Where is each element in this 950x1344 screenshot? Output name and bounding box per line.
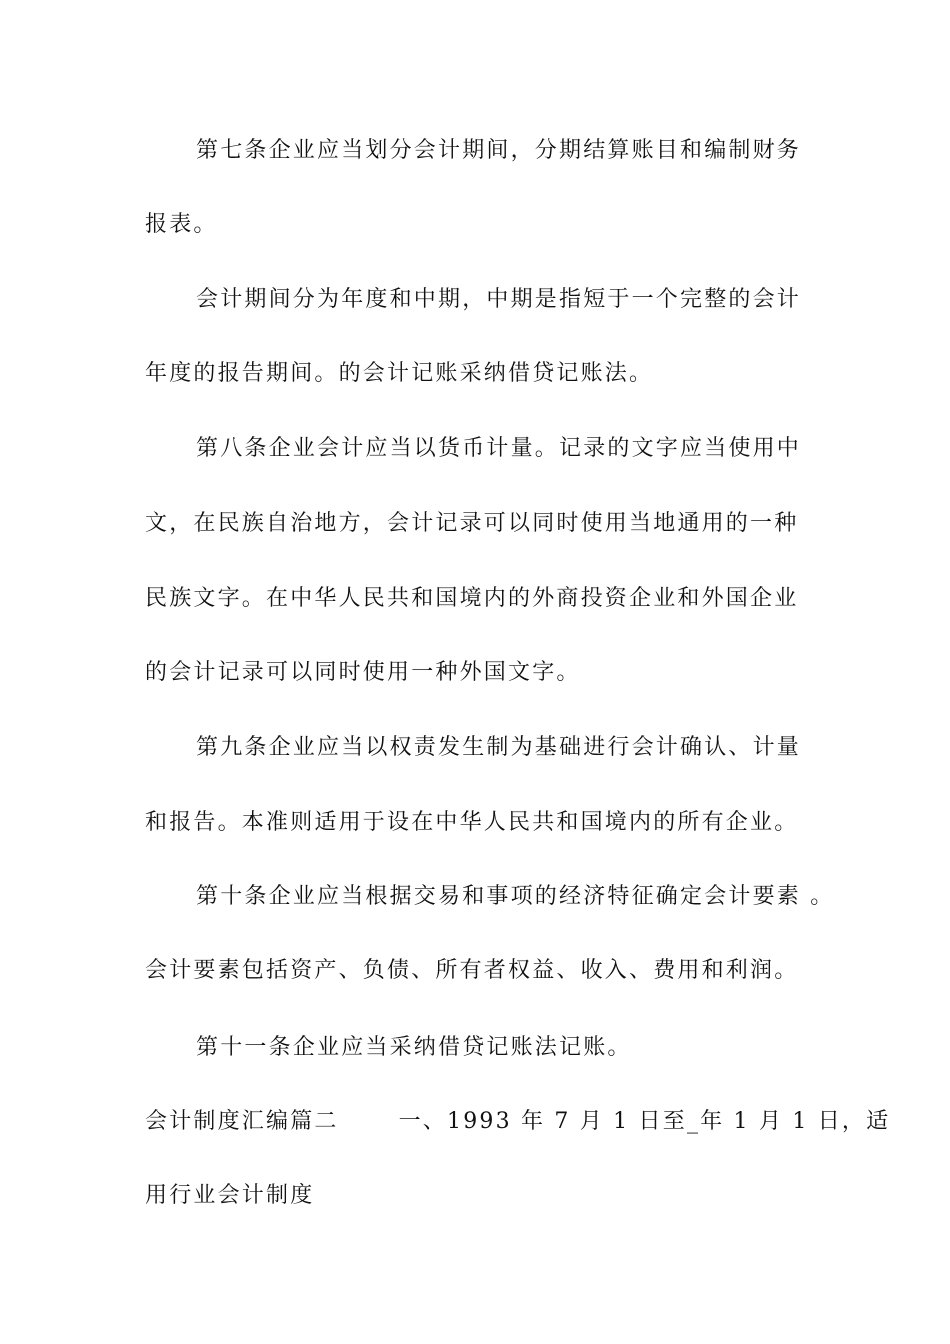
- paragraph-line: 文，在民族自治地方，会计记录可以同时使用当地通用的一种: [145, 511, 799, 536]
- section-heading-line: [145, 1107, 891, 1137]
- paragraph-line: 会计期间分为年度和中期，中期是指短于一个完整的会计: [196, 287, 802, 312]
- section-heading: 会计制度汇编篇二: [145, 1109, 339, 1134]
- paragraph-line: 民族文字。在中华人民共和国境内的外商投资企业和外国企业: [145, 586, 799, 611]
- paragraph-line: 第七条企业应当划分会计期间，分期结算账目和编制财务: [196, 138, 802, 163]
- paragraph-line: 第八条企业会计应当以货币计量。记录的文字应当使用中: [196, 436, 802, 461]
- paragraph-line: 年度的报告期间。的会计记账采纳借贷记账法。: [145, 361, 654, 386]
- paragraph-line: 和报告。本准则适用于设在中华人民共和国境内的所有企业。: [145, 810, 799, 835]
- paragraph-line: 第九条企业应当以权责发生制为基础进行会计确认、计量: [196, 735, 802, 760]
- paragraph-text: 一、1993 年 7 月 1 日至_年 1 月 1 日，适: [398, 1109, 891, 1134]
- paragraph-line: 会计要素包括资产、负债、所有者权益、收入、费用和利润。: [145, 958, 799, 983]
- paragraph-line: 的会计记录可以同时使用一种外国文字。: [145, 660, 581, 685]
- paragraph-line: 第十一条企业应当采纳借贷记账法记账。: [196, 1035, 632, 1060]
- paragraph-line: 用行业会计制度: [145, 1183, 315, 1208]
- paragraph-line: 第十条企业应当根据交易和事项的经济特征确定会计要素 。: [196, 884, 835, 909]
- paragraph-line: 报表。: [145, 212, 218, 237]
